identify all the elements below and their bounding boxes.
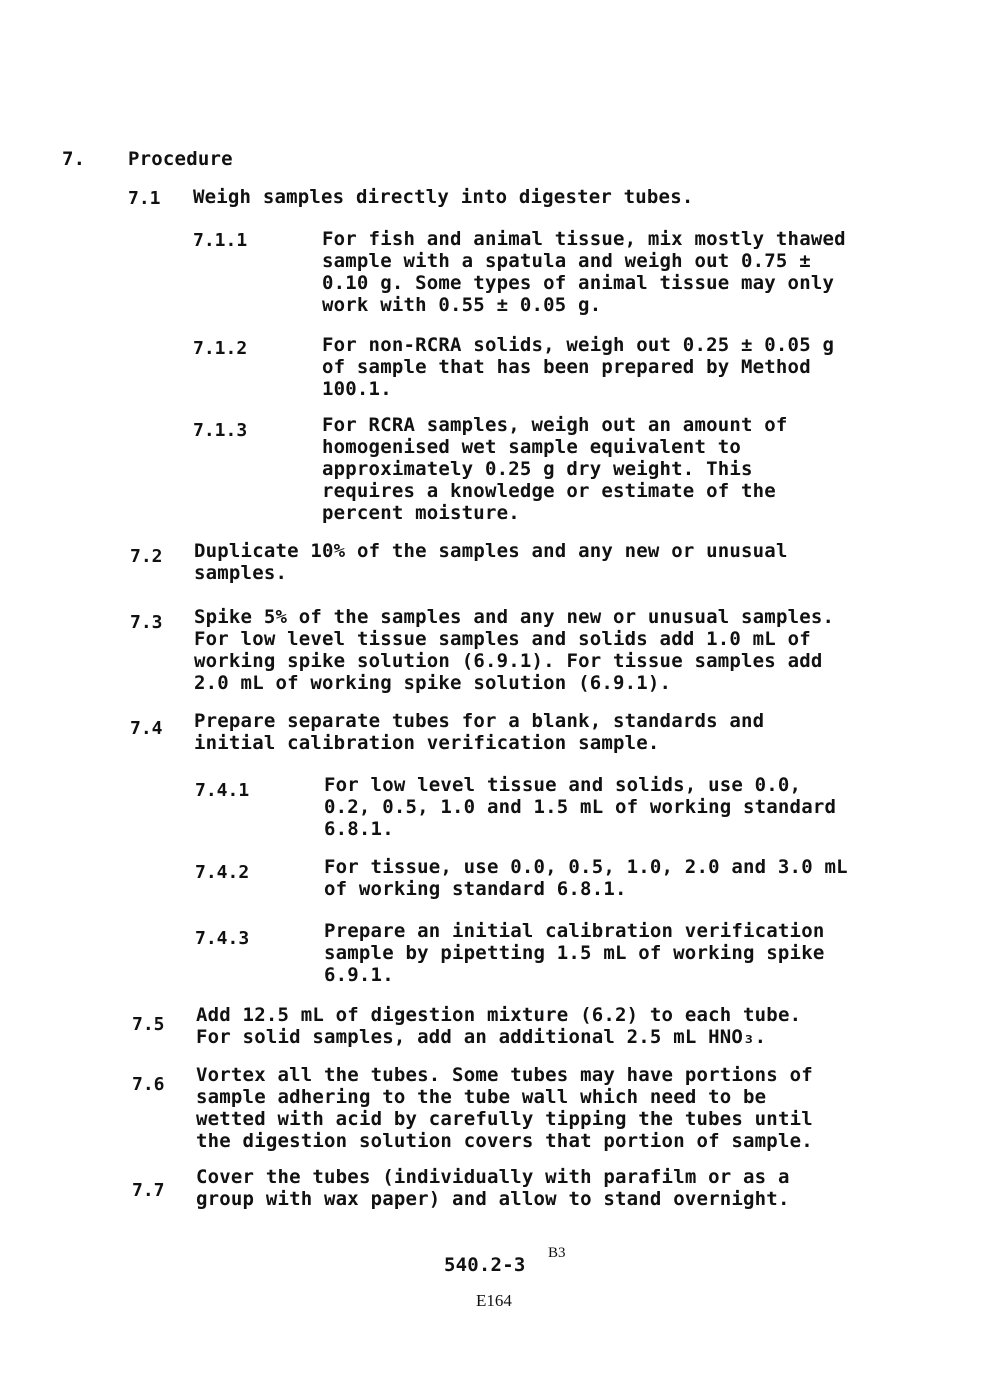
page-number: 540.2-3: [444, 1254, 526, 1276]
subitem-number: 7.4.3: [195, 928, 250, 949]
subitem-number: 7.1.1: [193, 230, 248, 251]
item-text: Prepare separate tubes for a blank, standards and initial calibration verification sample.: [194, 710, 765, 754]
subitem-number: 7.1.2: [193, 338, 248, 359]
item-number: 7.4: [130, 718, 163, 739]
section-title: Procedure: [128, 148, 233, 170]
item-number: 7.1: [128, 188, 161, 209]
subitem-text: For RCRA samples, weigh out an amount of homogenised wet sample equivalent to approximately 0.25 g dry weight. This requires a knowledge or estimate of the percent moisture.: [322, 414, 788, 524]
subitem-number: 7.1.3: [193, 420, 248, 441]
item-text: Add 12.5 mL of digestion mixture (6.2) to each tube. For solid samples, add an additional 2.5 mL HNO₃.: [196, 1004, 802, 1048]
subitem-number: 7.4.1: [195, 780, 250, 801]
item-text: Spike 5% of the samples and any new or unusual samples. For low level tissue samples and solids add 1.0 mL of working spike solution (6.9.1). For tissue samples add 2.0 mL of working spike solution (6.9.1).: [194, 606, 835, 694]
subitem-number: 7.4.2: [195, 862, 250, 883]
subitem-text: For non-RCRA solids, weigh out 0.25 ± 0.05 g of sample that has been prepared by Method 100.1.: [322, 334, 835, 400]
subitem-text: For low level tissue and solids, use 0.0, 0.2, 0.5, 1.0 and 1.5 mL of working standard 6.8.1.: [324, 774, 837, 840]
item-number: 7.7: [132, 1180, 165, 1201]
subitem-text: For tissue, use 0.0, 0.5, 1.0, 2.0 and 3.0 mL of working standard 6.8.1.: [324, 856, 848, 900]
item-number: 7.6: [132, 1074, 165, 1095]
section-number: 7.: [62, 148, 86, 170]
item-number: 7.5: [132, 1014, 165, 1035]
item-text: Duplicate 10% of the samples and any new or unusual samples.: [194, 540, 788, 584]
item-text: Cover the tubes (individually with parafilm or as a group with wax paper) and allow to stand overnight.: [196, 1166, 790, 1210]
item-number: 7.3: [130, 612, 163, 633]
subitem-text: Prepare an initial calibration verification sample by pipetting 1.5 mL of working spike 6.9.1.: [324, 920, 825, 986]
item-text: Weigh samples directly into digester tubes.: [193, 186, 694, 208]
footer-mark: B3: [548, 1245, 566, 1261]
footer-code: E164: [476, 1291, 512, 1310]
subitem-text: For fish and animal tissue, mix mostly thawed sample with a spatula and weigh out 0.75 ± 0.10 g. Some types of animal tissue may only work with 0.55 ± 0.05 g.: [322, 228, 846, 316]
item-number: 7.2: [130, 546, 163, 567]
item-text: Vortex all the tubes. Some tubes may have portions of sample adhering to the tube wall which need to be wetted with acid by carefully tipping the tubes until the digestion solution covers that portion of sample.: [196, 1064, 813, 1152]
